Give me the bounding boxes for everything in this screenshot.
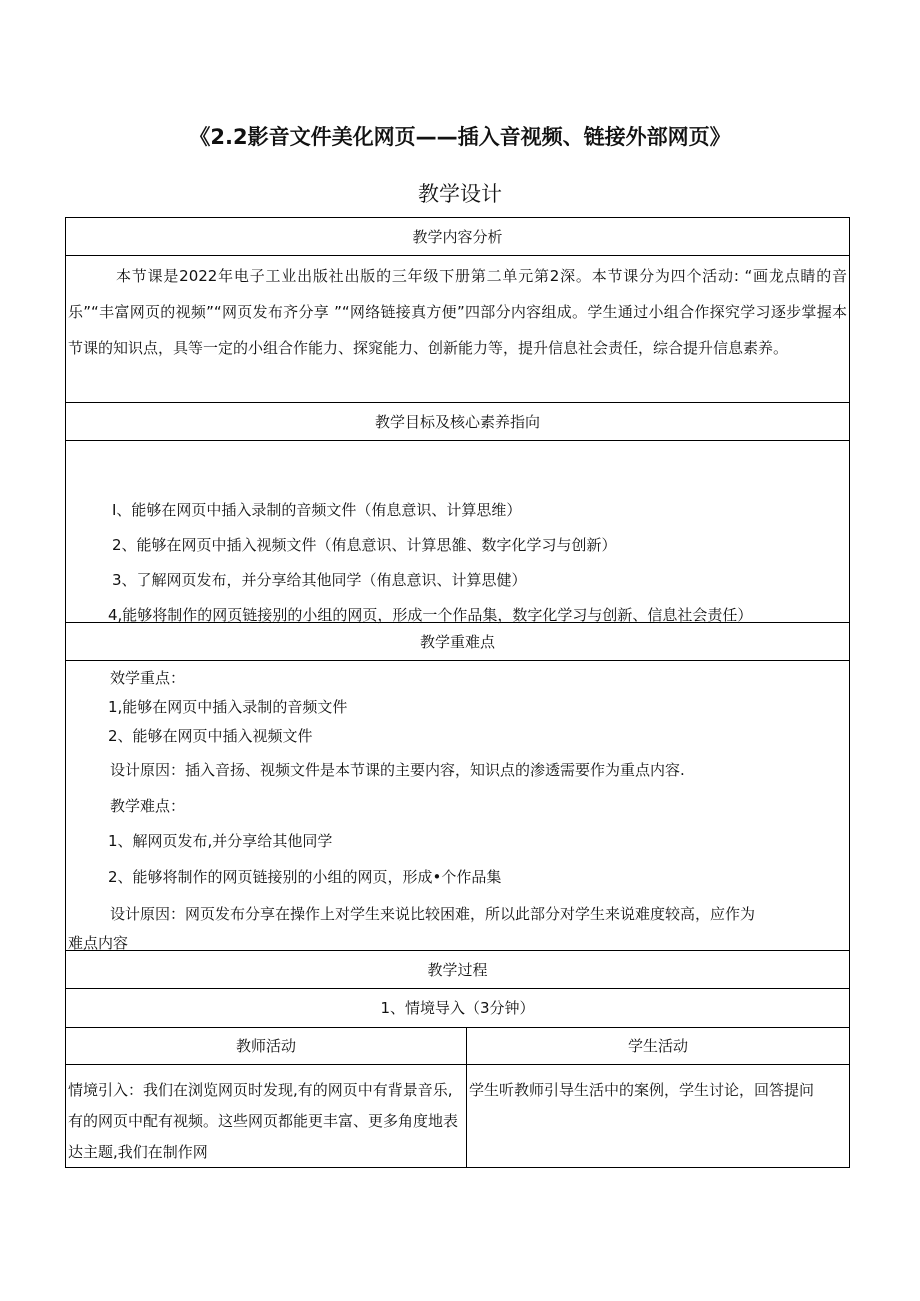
teacher-activity-text: 情境引入：我们在浏览网页时发现,有的网页中有背景音乐,有的网页中配有视频。这些网页都能更丰富、更多角度地表达主题,我们在制作网 (68, 1081, 459, 1161)
process-header: 教学过程 (66, 951, 849, 989)
focus-item: 2、能够在网页中插入视频文件 (108, 727, 313, 745)
difficulty-reason: 设计原因：网页发布分享在操作上对学生来说比较困难，所以此部分对学生来说难度较高，应作为 (110, 905, 756, 923)
activity-table (66, 1028, 849, 1167)
goal-item: 3、了解网页发布，并分享给其他同学（侑息意识、计算思健） (112, 571, 527, 589)
content-analysis-header: 教学内容分析 (66, 218, 849, 256)
document-title: 《2.2影音文件美化网页——插入音视频、链接外部网页》 (189, 125, 731, 149)
goal-item: I、能够在网页中插入录制的音频文件（侑息意识、计算思维） (112, 501, 522, 519)
focus-reason: 设计原因：插入音扬、视频文件是本节课的主要内容，知识点的渗透需要作为重点内容. (110, 761, 685, 779)
student-activity-text: 学生听教师引导生活中的案例，学生讨论，回答提问 (469, 1081, 815, 1099)
student-activity-header: 学生活动 (467, 1028, 849, 1065)
focus-item: 1,能够在网页中插入录制的音频文件 (108, 698, 348, 716)
student-activity-column (467, 1028, 849, 1167)
goal-item: 2、能够在网页中插入视频文件（侑息意识、计算思雒、数字化学习与创新） (112, 536, 617, 554)
focus-title: 效学重点： (110, 669, 186, 687)
document-subtitle: 教学设计 (418, 182, 502, 206)
goal-item: 4,能够将制作的网页链接别的小组的网页，形成一个作品集，数字化学习与创新、信息社会责任） (108, 606, 753, 624)
teacher-activity-header: 教师活动 (66, 1028, 466, 1065)
difficulty-reason-continued: 难点内容 (68, 934, 129, 951)
key-points-body (66, 661, 849, 951)
goals-header: 教学目标及核心素养指向 (66, 403, 849, 441)
lesson-plan-table (65, 217, 850, 1168)
difficulty-item: 1、解网页发布,并分享给其他同学 (108, 832, 333, 850)
goals-list (66, 441, 849, 623)
content-analysis-text: 本节课是2022年电子工业出版社出版的三年级下册第二单元第2深。本节课分为四个活动: “画龙点睛的音乐”“丰富网页的视频”“网页发布齐分享 ”“网络链接真方便”四部分内容组成。学生通过小组合作探究学习逐步掌握本节课的知识点，具等一定的小组合作能力、探窕能力、创新能力等，提升信息社会责任，综合提升信息素养。 (66, 256, 849, 403)
process-step-1: 1、情境导入（3分钟） (66, 989, 849, 1028)
key-points-header: 教学重难点 (66, 623, 849, 661)
teacher-activity-column (66, 1028, 467, 1167)
difficulty-title: 教学难点： (110, 797, 186, 815)
difficulty-item: 2、能够将制作的网页链接别的小组的网页，形成•个作品集 (108, 868, 502, 886)
